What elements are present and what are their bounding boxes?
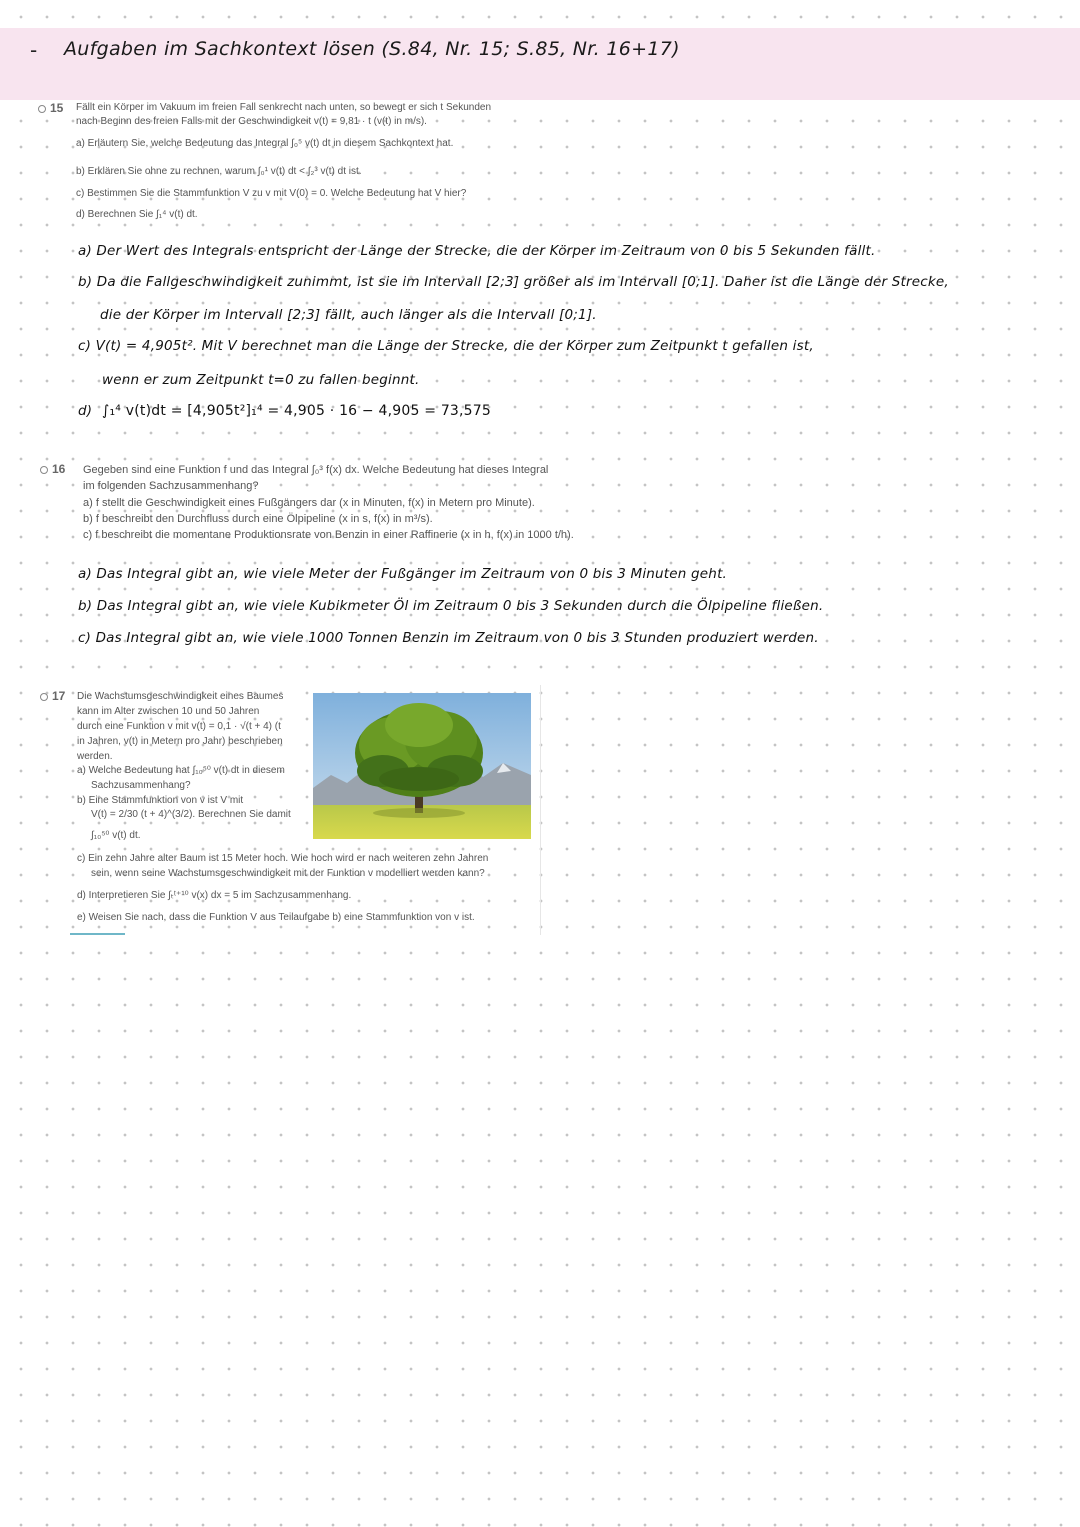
task-16-intro-2: im folgenden Sachzusammenhang? bbox=[83, 480, 259, 492]
task-16-b: b) f beschreibt den Durchfluss durch eine Ölpipeline (x in s, f(x) in m³/s). bbox=[83, 513, 433, 525]
task-17-line-5: werden. bbox=[77, 751, 113, 762]
answer-15-c-line-1: c) V(t) = 4,905t². Mit V berechnet man die Länge der Strecke, die der Körper zum Zeitpunkt t gefallen ist, bbox=[78, 338, 814, 354]
task-17-a-line-2: Sachzusammenhang? bbox=[91, 780, 191, 791]
task-15-d: d) Berechnen Sie ∫₁⁴ v(t) dt. bbox=[76, 209, 198, 220]
task-15-intro-2: nach Beginn des freien Falls mit der Geschwindigkeit v(t) = 9,81 · t (v(t) in m/s). bbox=[76, 116, 427, 127]
task-15-c: c) Bestimmen Sie die Stammfunktion V zu v mit V(0) = 0. Welche Bedeutung hat V hier? bbox=[76, 188, 467, 199]
task-17-c-line-2: sein, wenn seine Wachstumsgeschwindigkeit mit der Funktion v modelliert werden kann? bbox=[91, 868, 485, 879]
answer-15-c-line-2: wenn er zum Zeitpunkt t=0 zu fallen beginnt. bbox=[102, 372, 420, 388]
bullet-icon bbox=[40, 466, 48, 474]
task-17-line-2: kann im Alter zwischen 10 und 50 Jahren bbox=[77, 706, 260, 717]
task-15-a: a) Erläutern Sie, welche Bedeutung das Integral ∫₀⁵ v(t) dt in diesem Sachkontext hat. bbox=[76, 138, 454, 149]
task-17-b-line-1: b) Eine Stammfunktion von v ist V mit bbox=[77, 795, 244, 806]
task-16-a: a) f stellt die Geschwindigkeit eines Fußgängers dar (x in Minuten, f(x) in Metern pro Minute). bbox=[83, 497, 535, 509]
task-16-number: 16 bbox=[40, 462, 65, 476]
answer-15-d-formula: ∫₁⁴ v(t)dt = [4,905t²]₁⁴ = 4,905 · 16 − 4,905 = 73,575 bbox=[102, 403, 492, 419]
bullet-icon bbox=[40, 693, 48, 701]
task-17-line-1: Die Wachstumsgeschwindigkeit eines Baumes bbox=[77, 691, 284, 702]
task-17-number: 17 bbox=[40, 689, 65, 703]
task-17-a-line-1: a) Welche Bedeutung hat ∫₁₀⁵⁰ v(t) dt in diesem bbox=[77, 765, 285, 776]
task-17-b-line-3: ∫₁₀⁵⁰ v(t) dt. bbox=[91, 830, 141, 841]
answer-15-b-line-1: b) Da die Fallgeschwindigkeit zunimmt, ist sie im Intervall [2;3] größer als im Intervall [0;1]. Daher ist die Länge der Strecke, bbox=[78, 274, 949, 290]
task-17-d: d) Interpretieren Sie ∫ₜᵗ⁺¹⁰ v(x) dx = 5 im Sachzusammenhang. bbox=[77, 890, 352, 901]
answer-16-c: c) Das Integral gibt an, wie viele 1000 Tonnen Benzin im Zeitraum von 0 bis 3 Stunden produziert werden. bbox=[78, 630, 819, 646]
answer-15-b-line-2: die der Körper im Intervall [2;3] fällt, auch länger als die Intervall [0;1]. bbox=[100, 307, 597, 323]
answer-16-b: b) Das Integral gibt an, wie viele Kubikmeter Öl im Zeitraum 0 bis 3 Sekunden durch die Ölpipeline fließen. bbox=[78, 598, 824, 614]
task-17-c-line-1: c) Ein zehn Jahre alter Baum ist 15 Meter hoch. Wie hoch wird er nach weiteren zehn Jahren bbox=[77, 853, 489, 864]
page-title: Aufgaben im Sachkontext lösen (S.84, Nr. 15; S.85, Nr. 16+17) bbox=[64, 38, 680, 60]
task-17-e: e) Weisen Sie nach, dass die Funktion V aus Teilaufgabe b) eine Stammfunktion von v ist. bbox=[77, 912, 475, 923]
task-15-intro-1: Fällt ein Körper im Vakuum im freien Fall senkrecht nach unten, so bewegt er sich t Sekunden bbox=[76, 102, 492, 113]
bullet-icon bbox=[38, 105, 46, 113]
answer-15-a: a) Der Wert des Integrals entspricht der Länge der Strecke, die der Körper im Zeitraum von 0 bis 5 Sekunden fällt. bbox=[78, 243, 876, 259]
task-15-b: b) Erklären Sie ohne zu rechnen, warum ∫₀¹ v(t) dt < ∫₂³ v(t) dt ist. bbox=[76, 166, 362, 177]
task-17-line-4: in Jahren, v(t) in Metern pro Jahr) beschrieben bbox=[77, 736, 283, 747]
task-17-line-3: durch eine Funktion v mit v(t) = 0,1 · √(t + 4) (t bbox=[77, 721, 281, 732]
tree-shadow bbox=[373, 808, 465, 818]
answer-16-a: a) Das Integral gibt an, wie viele Meter der Fußgänger im Zeitraum von 0 bis 3 Minuten geht. bbox=[78, 566, 728, 582]
task-16-c: c) f beschreibt die momentane Produktionsrate von Benzin in einer Raffinerie (x in h, f(x) in 1000 t/h). bbox=[83, 529, 574, 541]
task-15-number: 15 bbox=[38, 101, 63, 115]
task-17-b-line-2: V(t) = 2/30 (t + 4)^(3/2). Berechnen Sie damit bbox=[91, 809, 291, 820]
tree-photo bbox=[313, 693, 531, 839]
page-marker bbox=[70, 933, 125, 935]
header-dash: - bbox=[30, 38, 38, 62]
task-16-intro-1: Gegeben sind eine Funktion f und das Integral ∫₀³ f(x) dx. Welche Bedeutung hat dieses Integral bbox=[83, 464, 549, 476]
answer-15-d-label: d) bbox=[78, 403, 93, 419]
